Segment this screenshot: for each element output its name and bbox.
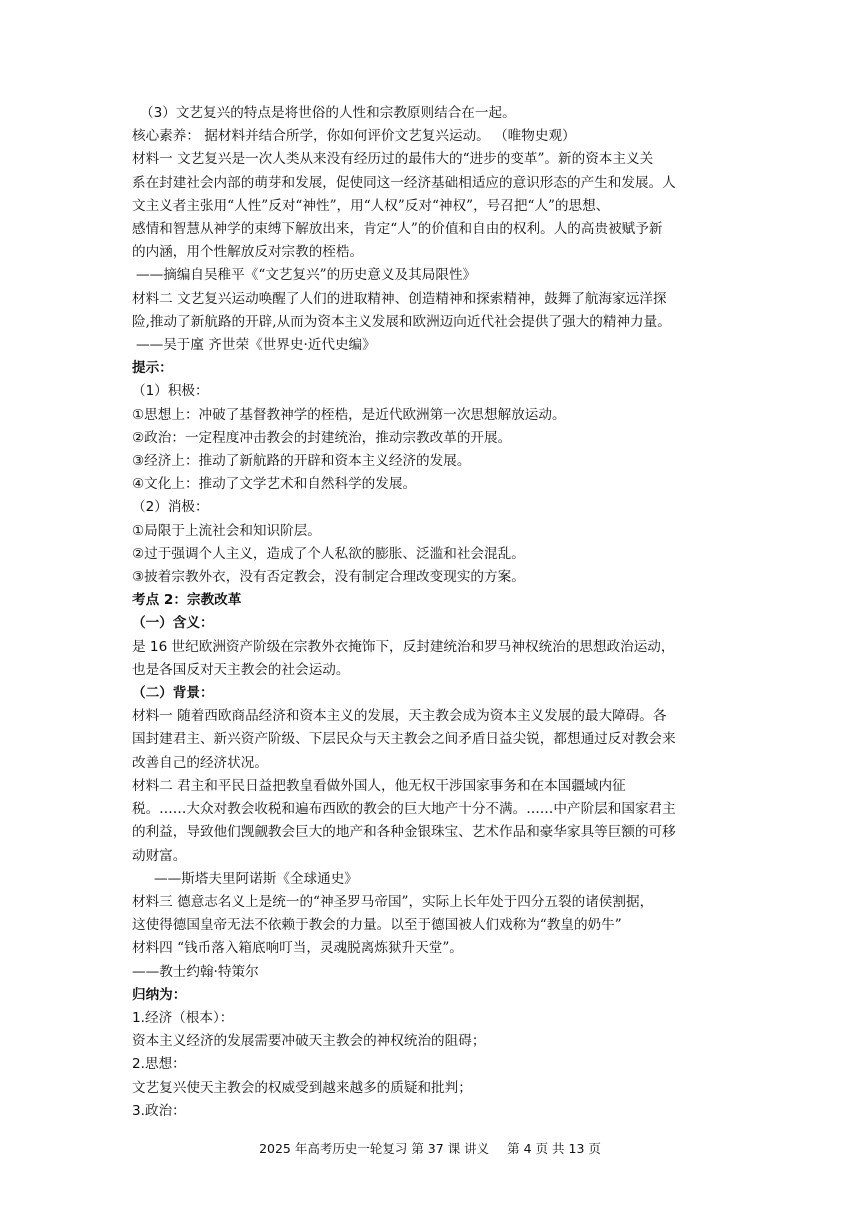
document-body: [132, 102, 732, 1123]
negative-item: ①局限于上流社会和知识阶层。: [132, 522, 321, 539]
feature-point-3: （3）文艺复兴的特点是将世俗的人性和宗教原则结合在一起。: [140, 105, 516, 121]
material-2-source: ——吴于廑 齐世荣《世界史·近代史编》: [136, 337, 376, 354]
summary-item-heading: 3.政治：: [132, 1102, 186, 1119]
material-2-line: 险,推动了新航路的开辟,从而为资本主义发展和欧洲迈向近代社会提供了强大的精神力量。: [132, 313, 671, 330]
material-1-line: 的内涵，用个性解放反对宗教的桎梏。: [132, 244, 364, 261]
background-material-2: 材料二 君主和平民日益把教皇看做外国人，他无权干涉国家事务和在本国疆域内征: [132, 777, 626, 794]
positive-item: ②政治：一定程度冲击教会的封建统治，推动宗教改革的开展。: [132, 429, 512, 446]
background-material-1: 改善自己的经济状况。: [132, 754, 268, 771]
background-material-2: 的利益，导致他们觊觎教会巨大的地产和各种金银珠宝、艺术作品和豪华家具等巨额的可移: [132, 824, 676, 841]
background-material-2: 税。……大众对教会收税和遍布西欧的教会的巨大地产十分不满。……中产阶层和国家君主: [132, 801, 676, 818]
background-material-1: 材料一 随着西欧商品经济和资本主义的发展，天主教会成为资本主义发展的最大障碍。各: [132, 708, 667, 725]
section-heading-reformation: 考点 2：宗教改革: [132, 592, 242, 609]
hint-heading: 提示：: [132, 360, 173, 377]
core-literacy-question: 核心素养： 据材料并结合所学，你如何评价文艺复兴运动。 （唯物史观）: [132, 128, 576, 145]
summary-item-text: 文艺复兴使天主教会的权威受到越来越多的质疑和批判；: [132, 1079, 472, 1096]
background-material-3: 这使得德国皇帝无法不依赖于教会的力量。以至于德国被人们戏称为“教皇的奶牛”: [132, 917, 622, 934]
background-material-2-source: ——斯塔夫里阿诺斯《全球通史》: [154, 870, 358, 887]
background-material-4: 材料四 “钱币落入箱底响叮当，灵魂脱离炼狱升天堂”。: [132, 940, 463, 957]
meaning-text: 是 16 世纪欧洲资产阶级在宗教外衣掩饰下，反封建统治和罗马神权统治的思想政治运动，: [132, 638, 675, 655]
summary-item-text: 资本主义经济的发展需要冲破天主教会的神权统治的阻碍；: [132, 1033, 486, 1050]
positive-item: ④文化上：推动了文学艺术和自然科学的发展。: [132, 476, 417, 493]
positive-heading: （1）积极：: [132, 383, 209, 400]
positive-item: ③经济上：推动了新航路的开辟和资本主义经济的发展。: [132, 453, 471, 470]
negative-item: ②过于强调个人主义，造成了个人私欲的膨胀、泛滥和社会混乱。: [132, 545, 525, 562]
summary-item-heading: 2.思想：: [132, 1056, 186, 1073]
meaning-text: 也是各国反对天主教会的社会运动。: [132, 661, 350, 678]
background-material-4-source: ——教士约翰·特策尔: [132, 963, 259, 980]
negative-item: ③披着宗教外衣，没有否定教会，没有制定合理改变现实的方案。: [132, 569, 525, 586]
material-1-line: 文主义者主张用“人性”反对“神性”，用“人权”反对“神权”，号召把“人”的思想、: [132, 197, 610, 214]
negative-heading: （2）消极：: [132, 499, 209, 516]
background-material-2: 动财富。: [132, 847, 187, 864]
background-material-1: 国封建君主、新兴资产阶级、下层民众与天主教会之间矛盾日益尖锐，都想通过反对教会来: [132, 731, 676, 748]
summary-heading: 归纳为：: [132, 986, 187, 1003]
material-1-line: 感情和智慧从神学的束缚下解放出来，肯定“人”的价值和自由的权利。人的高贵被赋予新: [132, 221, 663, 238]
material-1-line: 系在封建社会内部的萌芽和发展，促使同这一经济基础相适应的意识形态的产生和发展。人: [132, 174, 676, 191]
material-1-source: ——摘编自吴稚平《“文艺复兴”的历史意义及其局限性》: [136, 267, 477, 284]
positive-item: ①思想上：冲破了基督教神学的桎梏，是近代欧洲第一次思想解放运动。: [132, 406, 566, 423]
material-1-line: 材料一 文艺复兴是一次人类从来没有经历过的最伟大的“进步的变革”。新的资本主义关: [132, 151, 654, 168]
background-material-3: 材料三 德意志名义上是统一的“神圣罗马帝国”，实际上长年处于四分五裂的诸侯割据，: [132, 893, 654, 910]
subheading-background: （二）背景：: [132, 685, 214, 702]
footer-course-title: 2025 年高考历史一轮复习 第 37 课 讲义: [259, 1141, 490, 1156]
footer-page-number: 第 4 页 共 13 页: [507, 1141, 601, 1156]
page-footer: [0, 1140, 860, 1158]
summary-item-heading: 1.经济（根本）：: [132, 1009, 234, 1026]
subheading-meaning: （一）含义：: [132, 615, 214, 632]
material-2-line: 材料二 文艺复兴运动唤醒了人们的进取精神、创造精神和探索精神，鼓舞了航海家远洋探: [132, 290, 667, 307]
